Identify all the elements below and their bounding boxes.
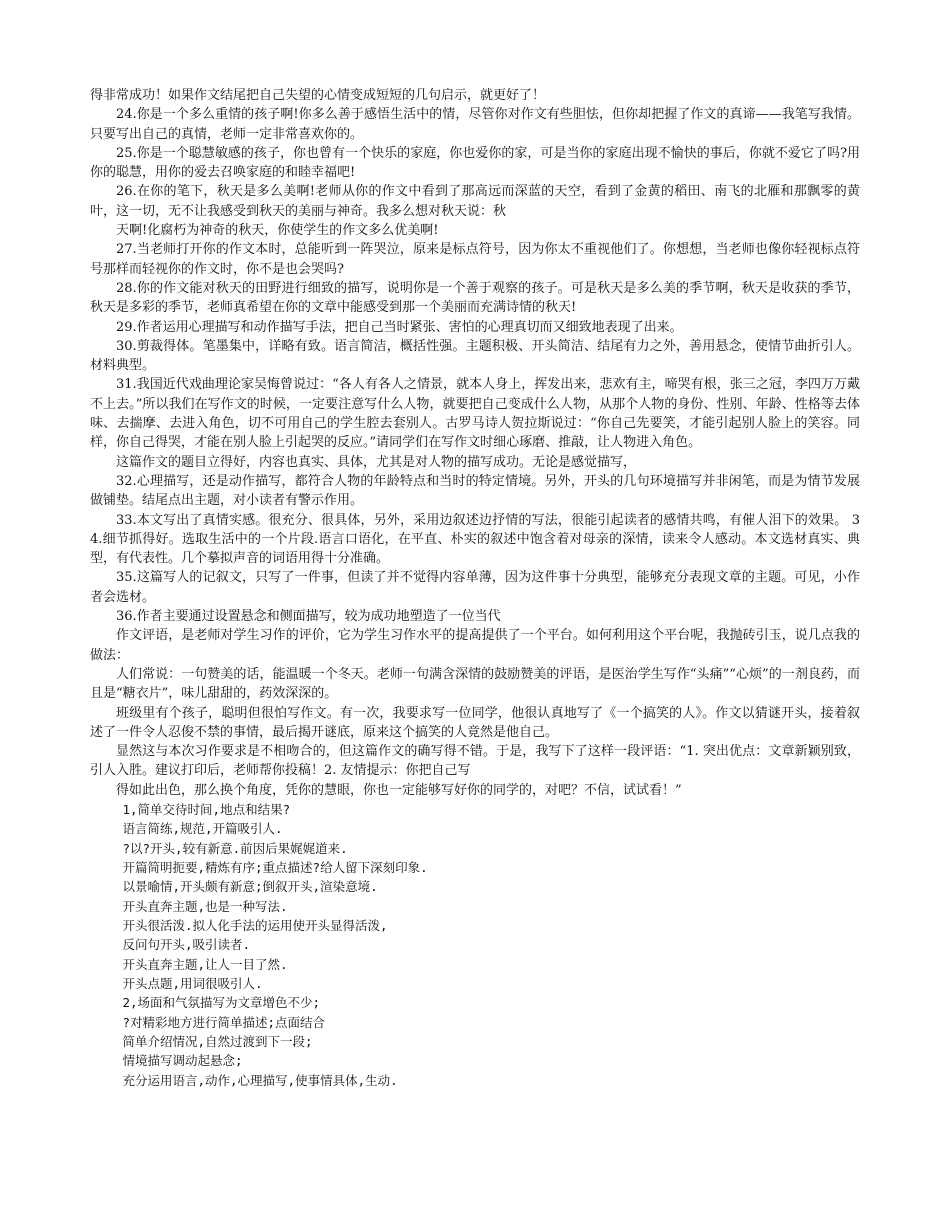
paragraph: 32.心理描写，还是动作描写，都符合人物的年龄特点和当时的特定情境。另外，开头的几句环境描写并非闲笔，而是为情节发展做铺垫。结尾点出主题，对小读者有警示作用。: [90, 473, 860, 509]
list-item: 开头点题,用词很吸引人.: [122, 976, 263, 992]
paragraph: 显然这与本次习作要求是不相吻合的，但这篇作文的确写得不错。于是，我写下了这样一段评语：“1. 突出优点：文章新颖别致，引人入胜。建议打印后，老师帮你投稿！2. 友情提示：你把自己写: [90, 744, 860, 779]
paragraph: 26.在你的笔下，秋天是多么美啊!老师从你的作文中看到了那高远而深蓝的天空，看到了金黄的稻田、南飞的北雁和那飘零的黄叶，这一切，无不让我感受到秋天的美丽与神奇。我多么想对秋天说：秋: [90, 184, 860, 219]
list-item: 开头直奔主题,让人一目了然.: [122, 956, 288, 972]
list-item: 开篇简明扼要,精炼有序;重点描述?给人留下深刻印象.: [122, 860, 428, 876]
list-item: 1,简单交待时间,地点和结果?: [122, 801, 291, 817]
list-item: 开头直奔主题,也是一种写法.: [122, 898, 288, 914]
list-item: 充分运用语言,动作,心理描写,使事情具体,生动.: [122, 1072, 398, 1088]
paragraph: 29.作者运用心理描写和动作描写手法，把自己当时紧张、害怕的心理真切而又细致地表现了出来。: [116, 319, 683, 335]
paragraph: 这篇作文的题目立得好，内容也真实、具体，尤其是对人物的描写成功。无论是感觉描写，: [116, 454, 637, 470]
paragraph: 27.当老师打开你的作文本时，总能听到一阵哭泣，原来是标点符号，因为你太不重视他们了。你想想，当老师也像你轻视标点符号那样而轻视你的作文时，你不是也会哭吗?: [90, 242, 860, 277]
paragraph: 得如此出色，那么换个角度，凭你的慧眼，你也一定能够写好你的同学的，对吧？不信，试试看！”: [116, 782, 682, 798]
paragraph: 作文评语，是老师对学生习作的评价，它为学生习作水平的提高提供了一个平台。如何利用这个平台呢，我抛砖引玉，说几点我的做法：: [90, 628, 860, 663]
paragraph: 31.我国近代戏曲理论家吴悔曾说过：“各人有各人之情景，就本人身上，挥发出来，悲欢有主，啼哭有根，张三之冠，李四万万戴不上去。”所以我们在写作文的时候，一定要注意写什么人物，就要把自己变成什么人物，从那个人物的身份、性别、年龄、性格等去体味、去揣摩、去进入角色，切不可用自己的学生腔去套别人。古罗马诗人贺拉斯说过：“你自己先要笑，才能引起别人脸上的笑容。同样，你自己得哭，才能在别人脸上引起哭的反应。”请同学们在写作文时细心琢磨、推敲，让人物进入角色。: [90, 377, 860, 451]
paragraph: 25.你是一个聪慧敏感的孩子，你也曾有一个快乐的家庭，你也爱你的家，可是当你的家庭出现不愉快的事后，你就不爱它了吗?用你的聪慧，用你的爱去召唤家庭的和睦幸福吧!: [90, 145, 860, 181]
list-item: 简单介绍情况,自然过渡到下一段;: [122, 1034, 313, 1050]
list-item: 2,场面和气氛描写为文章增色不少;: [122, 995, 321, 1011]
list-item: 反问句开头,吸引读者.: [122, 937, 251, 953]
list-item: 情境描写调动起悬念;: [122, 1053, 243, 1069]
list-item: 以景喻情,开头颇有新意;倒叙开头,渲染意境.: [122, 879, 378, 895]
paragraph: 天啊!化腐朽为神奇的秋天，你使学生的作文多么优美啊!: [116, 223, 439, 239]
list-item: 开头很活泼.拟人化手法的运用使开头显得活泼,: [122, 918, 388, 934]
paragraph: 35.这篇写人的记叙文，只写了一件事，但读了并不觉得内容单薄，因为这件事十分典型，能够充分表现文章的主题。可见，小作者会选材。: [90, 570, 860, 605]
document-page: [90, 86, 860, 1090]
paragraph: 得非常成功！如果作文结尾把自己失望的心情变成短短的几句启示，就更好了！: [90, 88, 546, 103]
paragraph: 30.剪裁得体。笔墨集中，详略有致。语言简洁，概括性强。主题积极、开头简洁、结尾有力之外，善用悬念，使情节曲折引人。材料典型。: [90, 338, 860, 374]
paragraph: 24.你是一个多么重情的孩子啊!你多么善于感悟生活中的情，尽管你对作文有些胆怯，但你却把握了作文的真谛——我笔写我情。只要写出自己的真情，老师一定非常喜欢你的。: [90, 107, 860, 142]
list-item: ?对精彩地方进行简单描述;点面结合: [122, 1014, 326, 1030]
paragraph: 36.作者主要通过设置悬念和侧面描写，较为成功地塑造了一位当代: [116, 609, 501, 625]
list-item: ?以?开头,较有新意.前因后果娓娓道来.: [122, 840, 348, 856]
paragraph: 班级里有个孩子，聪明但很怕写作文。有一次，我要求写一位同学，他很认真地写了《一个搞笑的人》。作文以猜谜开头，接着叙述了一件令人忍俊不禁的事情，最后揭开谜底，原来这个搞笑的人竟然是他自己。: [90, 705, 860, 740]
paragraph: 33.本文写出了真情实感。很充分、很具体，另外，采用边叙述边抒情的写法，很能引起读者的感情共鸣，有催人泪下的效果。 34.细节抓得好。选取生活中的一个片段.语言口语化，在平直、朴实的叙述中饱含着对母亲的深情，读来令人感动。本文选材真实、典型，有代表性。几个摹拟声音的词语用得十分准确。: [90, 512, 860, 567]
paragraph: 人们常说：一句赞美的话，能温暖一个冬天。老师一句满含深情的鼓励赞美的评语，是医治学生写作“头痛”“心烦”的一剂良药，而且是“糖衣片”，味儿甜甜的，药效深深的。: [90, 666, 860, 702]
list-item: 语言简练,规范,开篇吸引人.: [122, 821, 283, 837]
paragraph: 28.你的作文能对秋天的田野进行细致的描写，说明你是一个善于观察的孩子。可是秋天是多么美的季节啊，秋天是收获的季节，秋天是多彩的季节，老师真希望在你的文章中能感受到那一个美丽而充满诗情的秋天!: [90, 280, 860, 316]
